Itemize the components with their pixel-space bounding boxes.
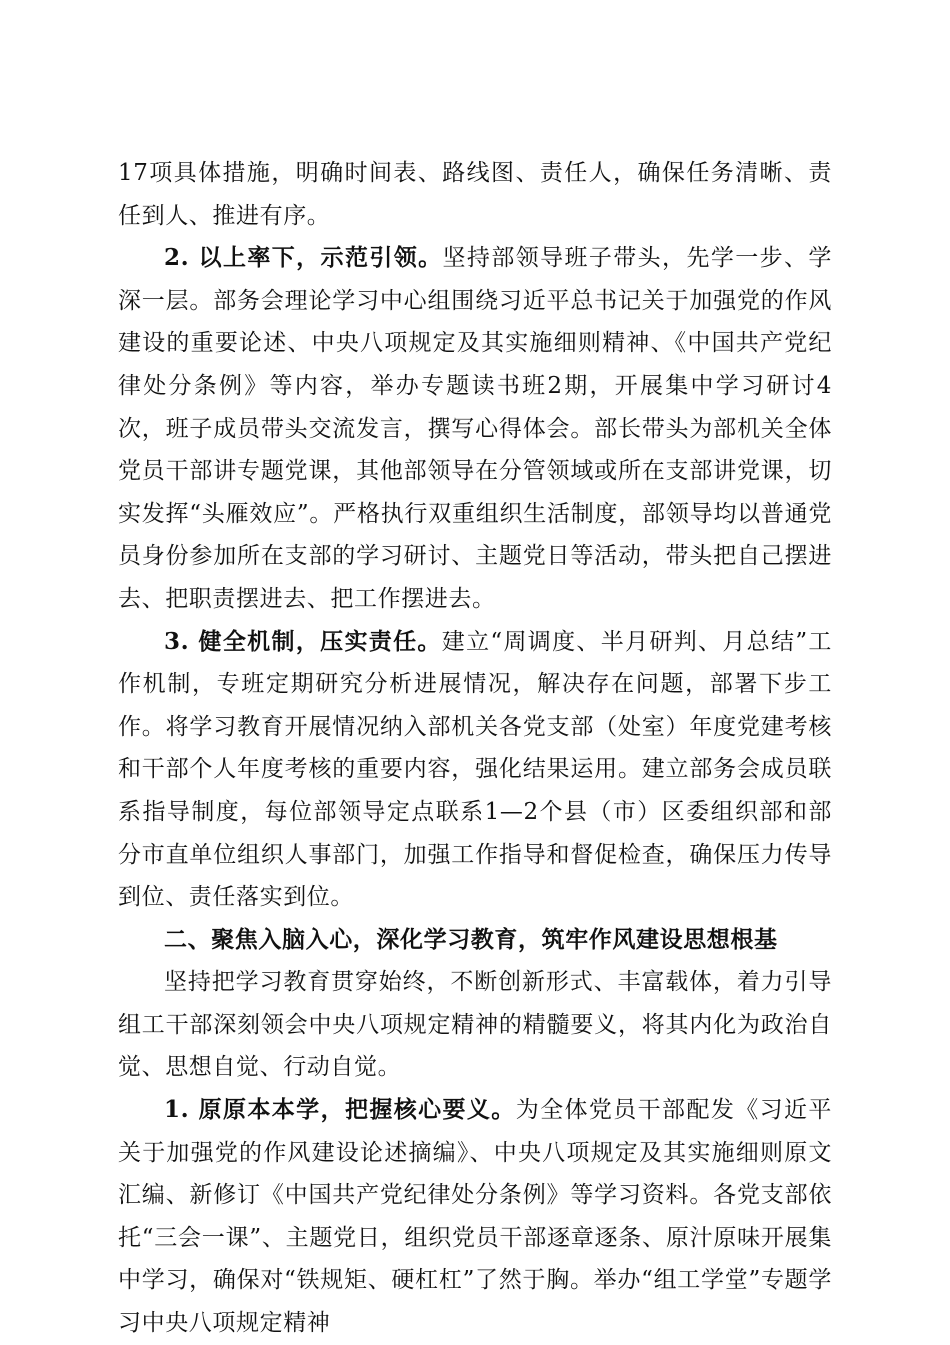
item-3-lead: 3. 健全机制，压实责任。	[164, 627, 442, 655]
section-2-intro-paragraph: 坚持把学习教育贯穿始终，不断创新形式、丰富载体，着力引导组工干部深刻领会中央八项规定精神的精髓要义，将其内化为政治自觉、思想自觉、行动自觉。	[118, 969, 832, 1081]
document-body	[118, 152, 832, 1345]
item-1-lead: 1. 原原本本学，把握核心要义。	[164, 1096, 516, 1124]
item-3-paragraph	[118, 621, 832, 919]
section-2-heading: 二、聚焦入脑入心，深化学习教育，筑牢作风建设思想根基	[164, 925, 778, 953]
intro-continuation-paragraph: 17项具体措施，明确时间表、路线图、责任人，确保任务清晰、责任到人、推进有序。	[118, 160, 832, 229]
item-1-paragraph	[118, 1089, 832, 1345]
item-2-body: 坚持部领导班子带头，先学一步、学深一层。部务会理论学习中心组围绕习近平总书记关于加强党的作风建设的重要论述、中央八项规定及其实施细则精神、《中国共产党纪律处分条例》等内容，举办专题读书班2期，开展集中学习研讨4次，班子成员带头交流发言，撰写心得体会。部长带头为部机关全体党员干部讲专题党课，其他部领导在分管领域或所在支部讲党课，切实发挥“头雁效应”。严格执行双重组织生活制度，部领导均以普通党员身份参加所在支部的学习研讨、主题党日等活动，带头把自己摆进去、把职责摆进去、把工作摆进去。	[118, 245, 832, 612]
item-1-body: 为全体党员干部配发《习近平关于加强党的作风建设论述摘编》、中央八项规定及其实施细则原文汇编、新修订《中国共产党纪律处分条例》等学习资料。各党支部依托“三会一课”、主题党日，组织党员干部逐章逐条、原汁原味开展集中学习，确保对“铁规矩、硬杠杠”了然于胸。举办“组工学堂”专题学习中央八项规定精神	[118, 1097, 832, 1337]
item-2-lead: 2. 以上率下，示范引领。	[164, 244, 443, 272]
item-3-body: 建立“周调度、半月研判、月总结”工作机制，专班定期研究分析进展情况，解决存在问题，部署下步工作。将学习教育开展情况纳入部机关各党支部（处室）年度党建考核和干部个人年度考核的重要内容，强化结果运用。建立部务会成员联系指导制度，每位部领导定点联系1—2个县（市）区委组织部和部分市直单位组织人事部门，加强工作指导和督促检查，确保压力传导到位、责任落实到位。	[118, 628, 832, 911]
item-2-paragraph	[118, 237, 832, 620]
